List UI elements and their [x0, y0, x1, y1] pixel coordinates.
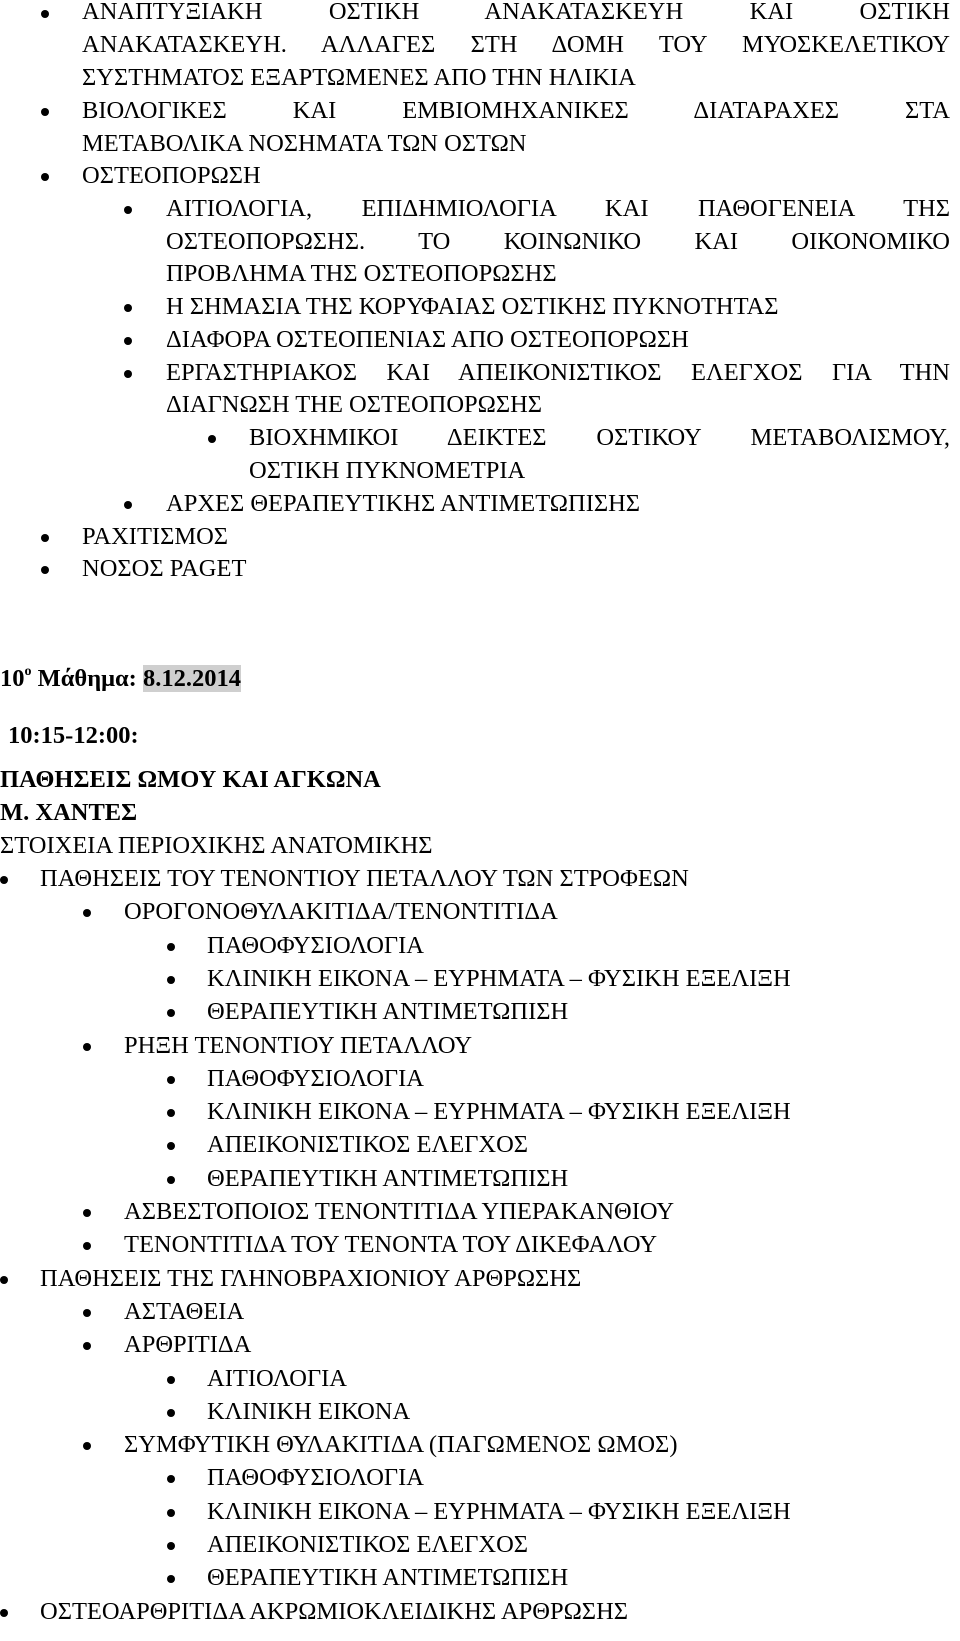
list-item: ΚΛΙΝΙΚΗ ΕΙΚΟΝΑ – ΕΥΡΗΜΑΤΑ – ΦΥΣΙΚΗ ΕΞΕΛΙΞΗ	[207, 965, 791, 992]
list-item-line: ΟΣΤΕΟΠΟΡΩΣΗ	[82, 162, 261, 189]
bullet	[167, 1109, 175, 1117]
bullet	[167, 976, 175, 984]
time-slot: 10:15-12:00:	[8, 722, 139, 749]
bullet	[124, 206, 132, 214]
bullet	[167, 1076, 175, 1084]
lesson-heading	[0, 662, 241, 696]
bullet	[0, 876, 8, 884]
bullet	[208, 435, 216, 443]
list-item: ΠΑΘΟΦΥΣΙΟΛΟΓΙΑ	[207, 932, 424, 959]
list-item: ΚΛΙΝΙΚΗ ΕΙΚΟΝΑ – ΕΥΡΗΜΑΤΑ – ΦΥΣΙΚΗ ΕΞΕΛΙΞΗ	[207, 1098, 791, 1125]
bullet	[167, 1575, 175, 1583]
list-item-line: ΒΙΟΛΟΓΙΚΕΣ ΚΑΙ ΕΜΒΙΟΜΗΧΑΝΙΚΕΣ ΔΙΑΤΑΡΑΧΕΣ ΣΤΑ	[82, 97, 950, 124]
bullet	[0, 1276, 8, 1284]
lesson-ordinal: ο	[24, 664, 32, 679]
bullet	[83, 1342, 91, 1350]
bullet	[41, 534, 49, 542]
lesson-date: 8.12.2014	[142, 665, 241, 692]
list-item: ΑΡΘΡΙΤΙΔΑ	[124, 1331, 252, 1358]
bullet	[167, 1176, 175, 1184]
list-item-line: Η ΣΗΜΑΣΙΑ ΤΗΣ ΚΟΡΥΦΑΙΑΣ ΟΣΤΙΚΗΣ ΠΥΚΝΟΤΗΤΑΣ	[166, 293, 779, 320]
bullet	[41, 566, 49, 574]
bullet	[83, 1242, 91, 1250]
list-item: ΣΥΜΦΥΤΙΚΗ ΘΥΛΑΚΙΤΙΔΑ (ΠΑΓΩΜΕΝΟΣ ΩΜΟΣ)	[124, 1431, 678, 1458]
bullet	[167, 1142, 175, 1150]
list-item-line: ΕΡΓΑΣΤΗΡΙΑΚΟΣ ΚΑΙ ΑΠΕΙΚΟΝΙΣΤΙΚΟΣ ΕΛΕΓΧΟΣ ΓΙΑ ΤΗΝ	[166, 359, 950, 386]
list-item-line: ΑΝΑΚΑΤΑΣΚΕΥΗ. ΑΛΛΑΓΕΣ ΣΤΗ ΔΟΜΗ ΤΟΥ ΜΥΟΣΚΕΛΕΤΙΚΟΥ	[82, 31, 950, 58]
list-item: ΠΑΘΟΦΥΣΙΟΛΟΓΙΑ	[207, 1065, 424, 1092]
list-item: ΘΕΡΑΠΕΥΤΙΚΗ ΑΝΤΙΜΕΤΩΠΙΣΗ	[207, 1564, 569, 1591]
list-item-line: ΔΙΑΓΝΩΣΗ ΤΗΕ ΟΣΤΕΟΠΟΡΩΣΗΣ	[166, 391, 543, 418]
list-item-line: ΝΟΣΟΣ PAGET	[82, 555, 247, 582]
bullet	[83, 909, 91, 917]
list-item: ΠΑΘΗΣΕΙΣ ΤΟΥ ΤΕΝΟΝΤΙΟΥ ΠΕΤΑΛΛΟΥ ΤΩΝ ΣΤΡΟΦΕΩΝ	[40, 865, 689, 892]
list-item-line: ΜΕΤΑΒΟΛΙΚΑ ΝΟΣΗΜΑΤΑ ΤΩΝ ΟΣΤΩΝ	[82, 130, 527, 157]
bullet	[167, 1376, 175, 1384]
list-item: ΟΡΟΓΟΝΟΘΥΛΑΚΙΤΙΔΑ/ΤΕΝΟΝΤΙΤΙΔΑ	[124, 898, 558, 925]
list-item-line: ΣΥΣΤΗΜΑΤΟΣ ΕΞΑΡΤΩΜΕΝΕΣ ΑΠΟ ΤΗΝ ΗΛΙΚΙΑ	[82, 64, 636, 91]
intro-line: ΣΤΟΙΧΕΙΑ ΠΕΡΙΟΧΙΚΗΣ ΑΝΑΤΟΜΙΚΗΣ	[0, 832, 433, 859]
bullet	[167, 943, 175, 951]
bullet	[167, 1009, 175, 1017]
list-item: ΠΑΘΗΣΕΙΣ ΤΗΣ ΓΛΗΝΟΒΡΑΧΙΟΝΙΟΥ ΑΡΘΡΩΣΗΣ	[40, 1265, 582, 1292]
bullet	[124, 337, 132, 345]
list-item-line: ΔΙΑΦΟΡΑ ΟΣΤΕΟΠΕΝΙΑΣ ΑΠΟ ΟΣΤΕΟΠΟΡΩΣΗ	[166, 326, 689, 353]
bullet	[83, 1209, 91, 1217]
list-item: ΚΛΙΝΙΚΗ ΕΙΚΟΝΑ – ΕΥΡΗΜΑΤΑ – ΦΥΣΙΚΗ ΕΞΕΛΙΞΗ	[207, 1498, 791, 1525]
list-item: ΘΕΡΑΠΕΥΤΙΚΗ ΑΝΤΙΜΕΤΩΠΙΣΗ	[207, 1165, 569, 1192]
bullet	[0, 1609, 8, 1617]
list-item: ΑΠΕΙΚΟΝΙΣΤΙΚΟΣ ΕΛΕΓΧΟΣ	[207, 1131, 529, 1158]
list-item: ΤΕΝΟΝΤΙΤΙΔΑ ΤΟΥ ΤΕΝΟΝΤΑ ΤΟΥ ΔΙΚΕΦΑΛΟΥ	[124, 1231, 658, 1258]
bullet	[83, 1442, 91, 1450]
list-item-line: ΟΣΤΙΚΗ ΠΥΚΝΟΜΕΤΡΙΑ	[249, 457, 526, 484]
list-item: ΑΙΤΙΟΛΟΓΙΑ	[207, 1365, 347, 1392]
list-item-line: ΑΝΑΠΤΥΞΙΑΚΗ ΟΣΤΙΚΗ ΑΝΑΚΑΤΑΣΚΕΥΗ ΚΑΙ ΟΣΤΙΚΗ	[82, 0, 950, 25]
list-item-line: ΡΑΧΙΤΙΣΜΟΣ	[82, 523, 229, 550]
bullet	[124, 370, 132, 378]
bullet	[167, 1475, 175, 1483]
list-item: ΚΛΙΝΙΚΗ ΕΙΚΟΝΑ	[207, 1398, 411, 1425]
list-item: ΡΗΞΗ ΤΕΝΟΝΤΙΟΥ ΠΕΤΑΛΛΟΥ	[124, 1032, 473, 1059]
bullet	[167, 1509, 175, 1517]
bullet	[83, 1309, 91, 1317]
list-item-line: ΟΣΤΕΟΠΟΡΩΣΗΣ. ΤΟ ΚΟΙΝΩΝΙΚΟ ΚΑΙ ΟΙΚΟΝΟΜΙΚΟ	[166, 228, 950, 255]
list-item: ΟΣΤΕΟΑΡΘΡΙΤΙΔΑ ΑΚΡΩΜΙΟΚΛΕΙΔΙΚΗΣ ΑΡΘΡΩΣΗΣ	[40, 1598, 629, 1625]
bullet	[83, 1043, 91, 1051]
bullet	[124, 501, 132, 509]
list-item: ΠΑΘΟΦΥΣΙΟΛΟΓΙΑ	[207, 1464, 424, 1491]
lecturer-name: Μ. ΧΑΝΤΕΣ	[0, 799, 138, 826]
bullet	[167, 1409, 175, 1417]
lesson-label: Μάθημα:	[37, 665, 137, 692]
bullet	[124, 304, 132, 312]
list-item: ΑΠΕΙΚΟΝΙΣΤΙΚΟΣ ΕΛΕΓΧΟΣ	[207, 1531, 529, 1558]
bullet	[41, 108, 49, 116]
list-item-line: ΑΙΤΙΟΛΟΓΙΑ, ΕΠΙΔΗΜΙΟΛΟΓΙΑ ΚΑΙ ΠΑΘΟΓΕΝΕΙΑ ΤΗΣ	[166, 195, 950, 222]
bullet	[167, 1542, 175, 1550]
lesson-number: 10	[0, 665, 25, 692]
list-item: ΑΣΤΑΘΕΙΑ	[124, 1298, 245, 1325]
list-item: ΘΕΡΑΠΕΥΤΙΚΗ ΑΝΤΙΜΕΤΩΠΙΣΗ	[207, 998, 569, 1025]
list-item-line: ΒΙΟΧΗΜΙΚΟΙ ΔΕΙΚΤΕΣ ΟΣΤΙΚΟΥ ΜΕΤΑΒΟΛΙΣΜΟΥ,	[249, 424, 950, 451]
list-item-line: ΠΡΟΒΛΗΜΑ ΤΗΣ ΟΣΤΕΟΠΟΡΩΣΗΣ	[166, 260, 557, 287]
list-item-line: ΑΡΧΕΣ ΘΕΡΑΠΕΥΤΙΚΗΣ ΑΝΤΙΜΕΤΩΠΙΣΗΣ	[166, 490, 641, 517]
list-item: ΑΣΒΕΣΤΟΠΟΙΟΣ ΤΕΝΟΝΤΙΤΙΔΑ ΥΠΕΡΑΚΑΝΘΙΟΥ	[124, 1198, 675, 1225]
bullet	[41, 10, 49, 18]
topic-title: ΠΑΘΗΣΕΙΣ ΩΜΟΥ ΚΑΙ ΑΓΚΩΝΑ	[0, 766, 381, 793]
bullet	[41, 173, 49, 181]
